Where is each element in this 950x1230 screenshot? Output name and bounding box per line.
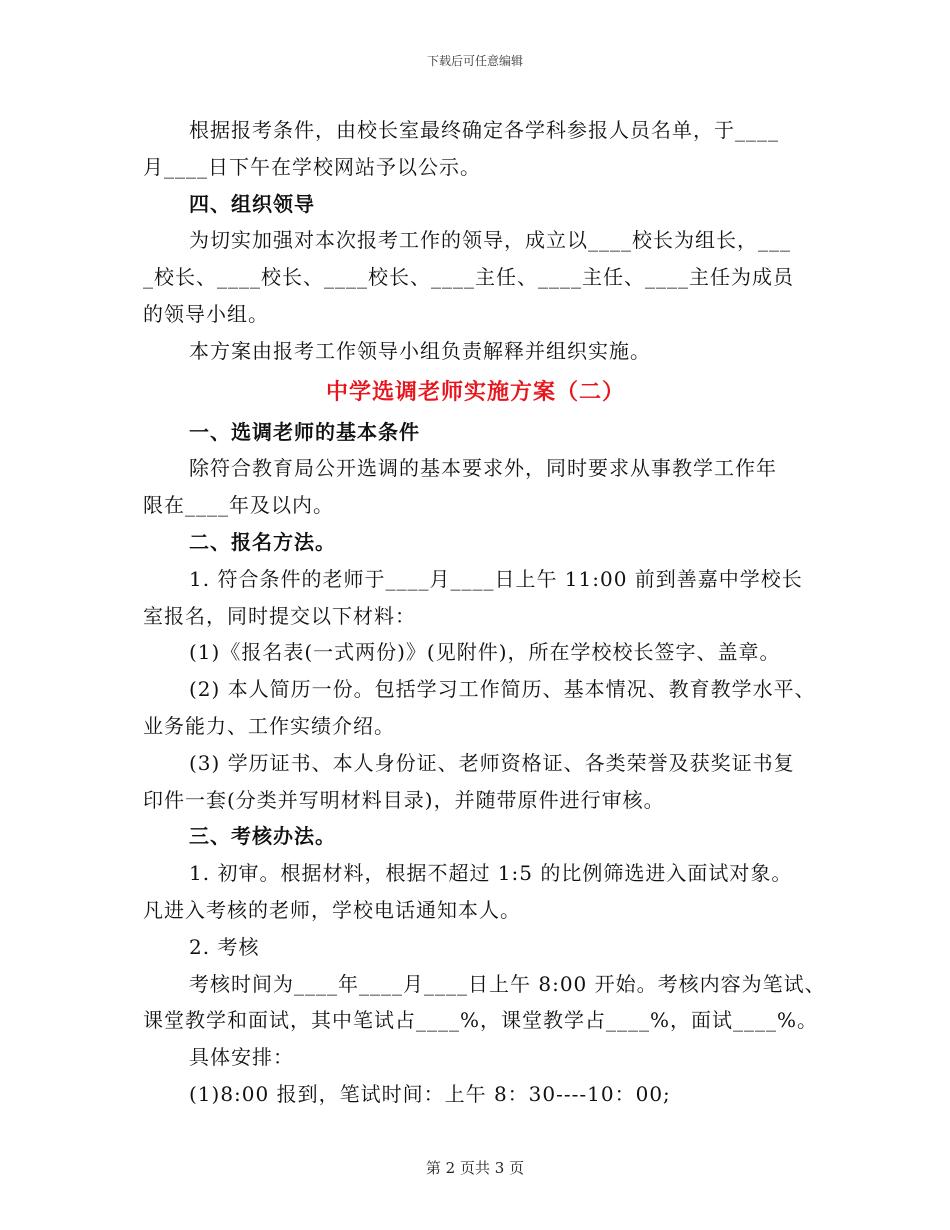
- paragraph-line: 印件一套(分类并写明材料目录)，并随带原件进行审核。: [143, 787, 665, 812]
- paragraph-line: 限在____年及以内。: [143, 493, 334, 518]
- paragraph-line: 为切实加强对本次报考工作的领导，成立以____校长为组长，___: [189, 228, 791, 253]
- page-header: 下载后可任意编辑: [426, 54, 523, 68]
- paragraph-line: 课堂教学和面试，其中笔试占____%，课堂教学占____%，面试____%。: [143, 1008, 819, 1033]
- document-body: [143, 112, 826, 1113]
- paragraph-line: 具体安排：: [189, 1045, 294, 1070]
- paragraph-line: 2. 考核: [189, 934, 260, 959]
- paragraph-line: 室报名，同时提交以下材料：: [143, 603, 416, 628]
- paragraph-line: 根据报考条件，由校长室最终确定各学科参报人员名单，于____: [189, 118, 779, 142]
- paragraph-line: 1. 符合条件的老师于____月____日上午 11:00 前到善嘉中学校长: [189, 566, 803, 591]
- paragraph-line: 业务能力、工作实绩介绍。: [143, 713, 395, 738]
- paragraph-line: 本方案由报考工作领导小组负责解释并组织实施。: [189, 338, 651, 363]
- paragraph-line: 考核时间为____年____月____日上午 8:00 开始。考核内容为笔试、: [189, 971, 826, 996]
- paragraph-line: 除符合教育局公开选调的基本要求外，同时要求从事教学工作年: [189, 456, 777, 481]
- section-heading: 二、报名方法。: [189, 529, 336, 554]
- list-item: (1)8:00 报到，笔试时间：上午 8：30----10：00;: [189, 1081, 671, 1106]
- section-heading: 四、组织领导: [189, 191, 315, 216]
- list-item: (1)《报名表(一式两份)》(见附件)，所在学校校长签字、盖章。: [189, 640, 781, 665]
- section-heading: 三、考核办法。: [189, 824, 336, 849]
- list-item: (3) 学历证书、本人身份证、老师资格证、各类荣誉及获奖证书复: [189, 750, 795, 775]
- paragraph-line: 的领导小组。: [143, 301, 269, 326]
- paragraph-line: 1. 初审。根据材料，根据不超过 1:5 的比例筛选进入面试对象。: [189, 861, 793, 886]
- document-title: 中学选调老师实施方案（二）: [325, 378, 625, 405]
- list-item: (2) 本人简历一份。包括学习工作简历、基本情况、教育教学水平、: [189, 677, 816, 702]
- paragraph-line: 月____日下午在学校网站予以公示。: [143, 154, 481, 179]
- section-heading: 一、选调老师的基本条件: [189, 419, 420, 444]
- paragraph-line: 凡进入考核的老师，学校电话通知本人。: [143, 897, 521, 922]
- page-footer: 第 2 页共 3 页: [425, 1159, 525, 1177]
- paragraph-line: _校长、____校长、____校长、____主任、____主任、____主任为成员: [143, 265, 794, 290]
